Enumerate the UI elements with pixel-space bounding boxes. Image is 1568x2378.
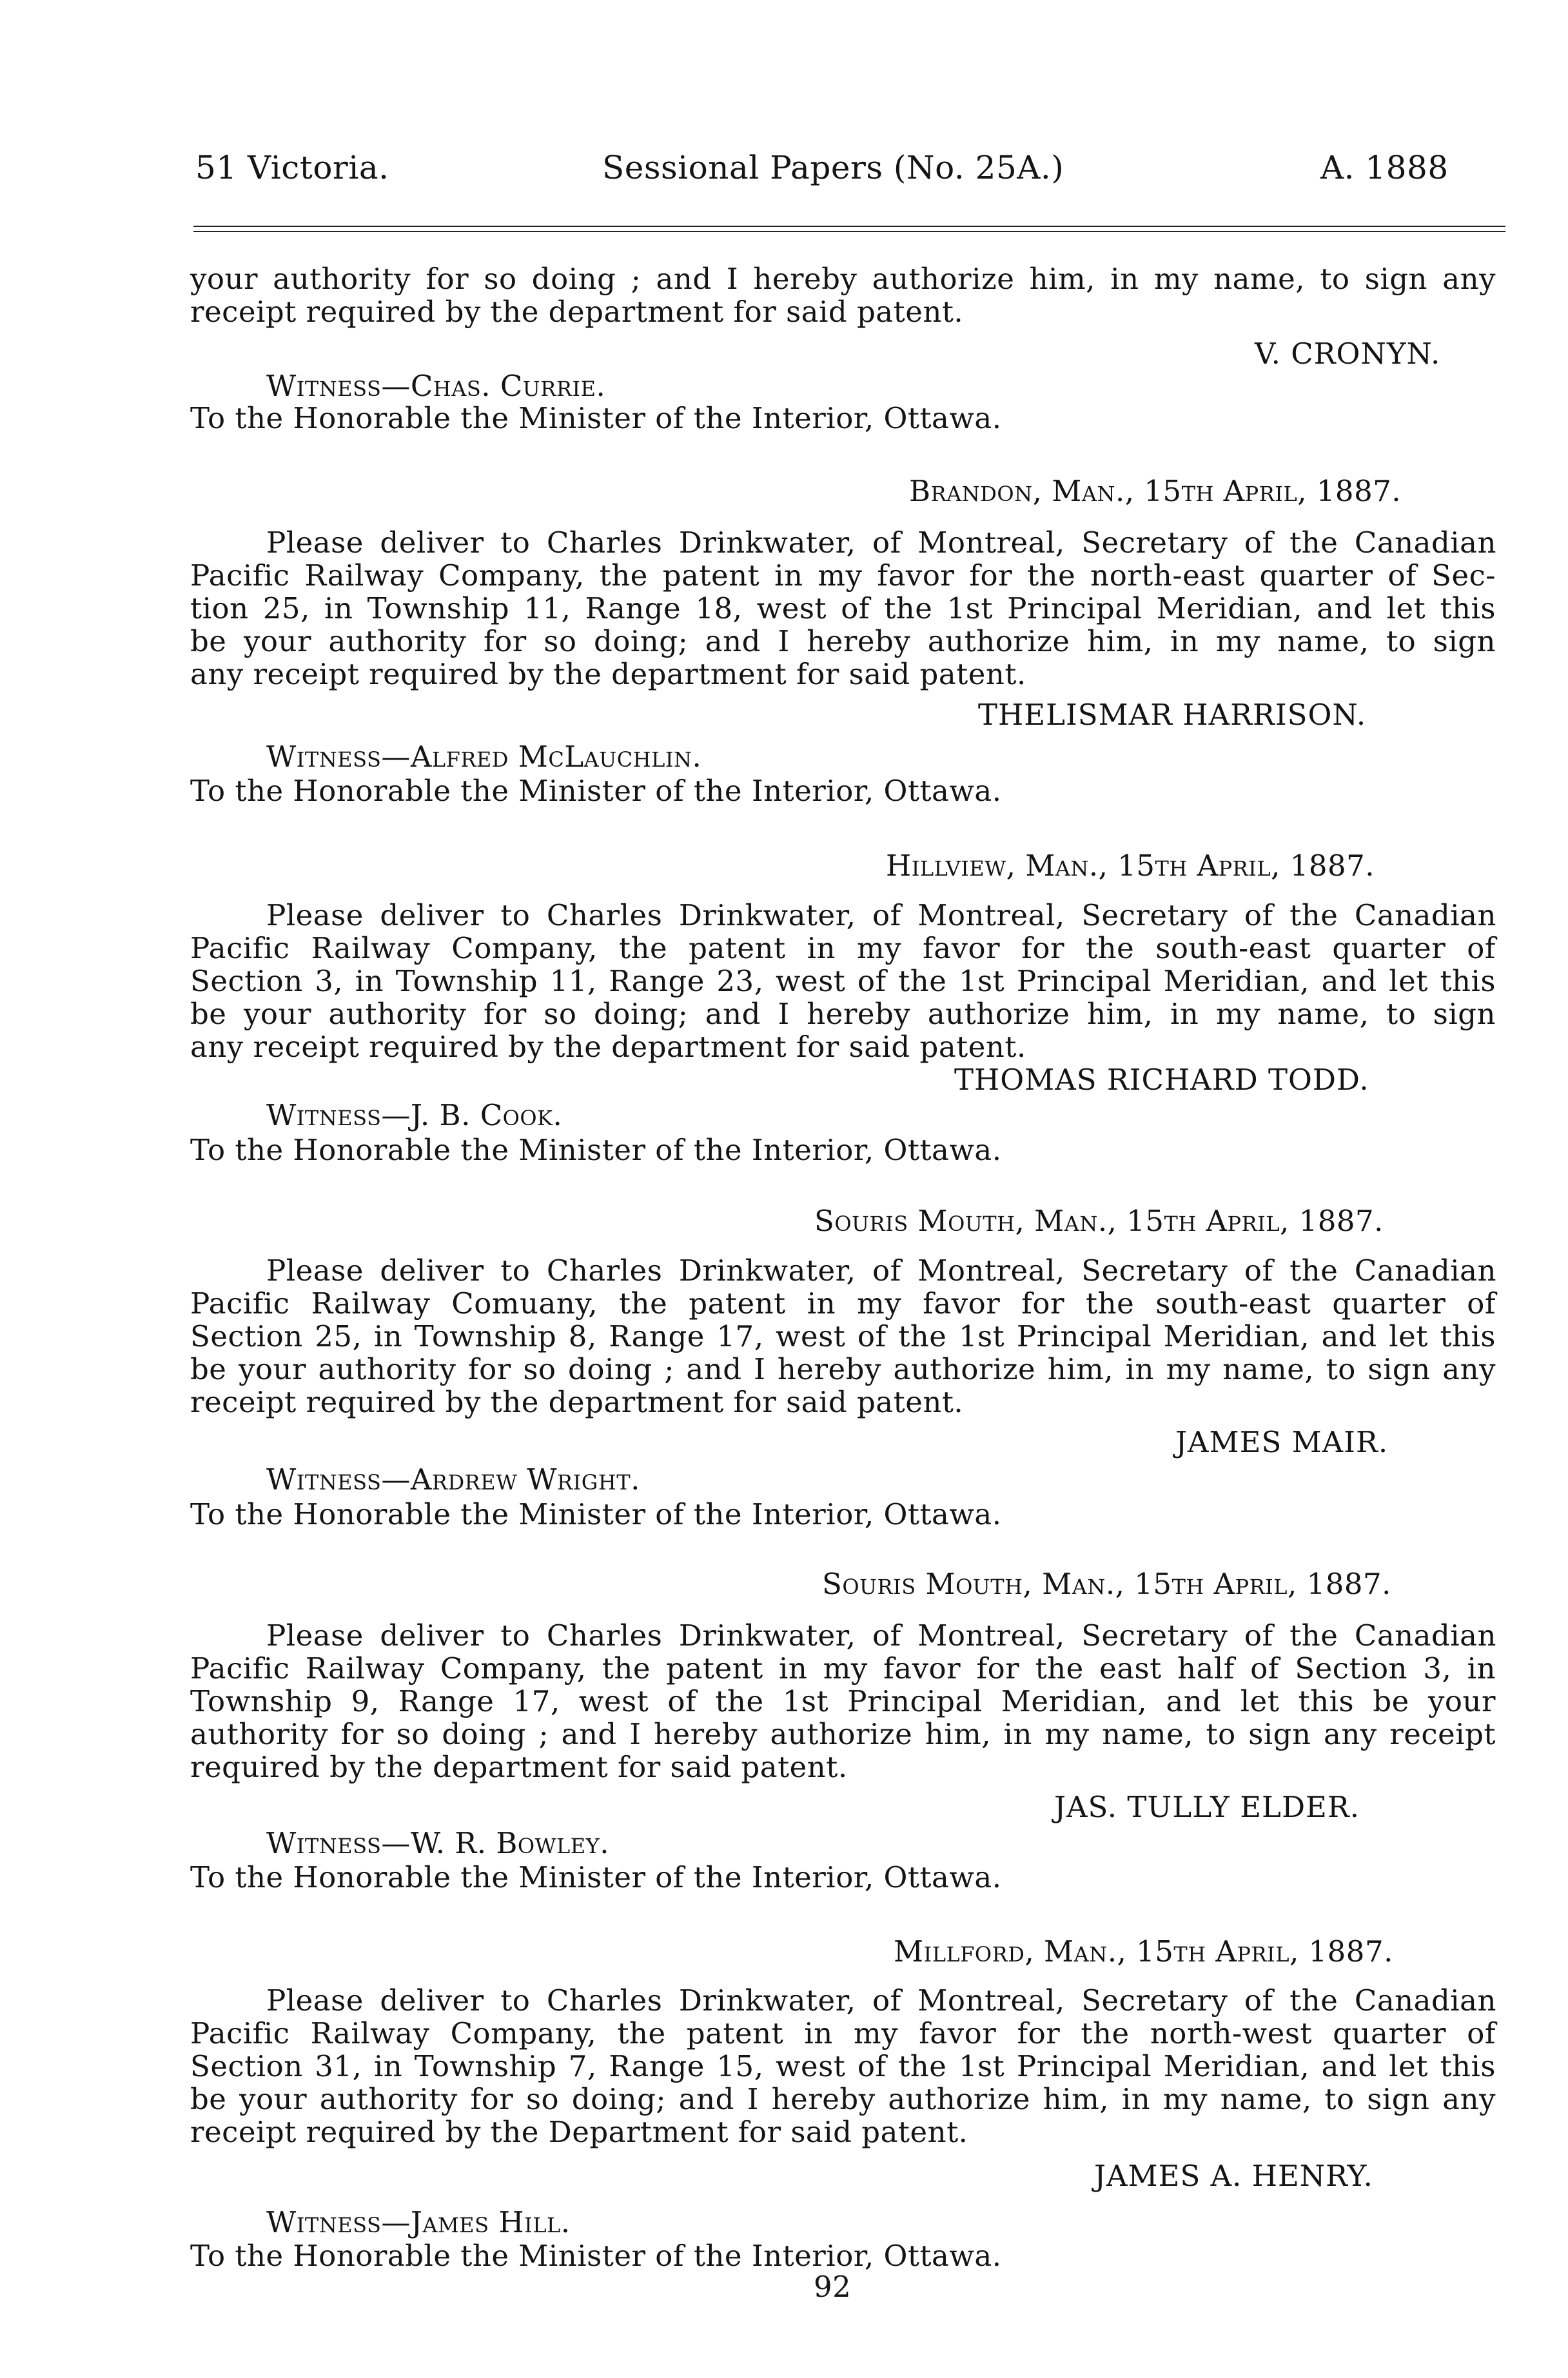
header-rule-bottom — [193, 231, 1505, 232]
body-line: Please deliver to Charles Drinkwater, of Montreal, Secretary of the Canadian — [266, 1983, 1496, 2018]
body-line: Please deliver to Charles Drinkwater, of Montreal, Secretary of the Canadian — [266, 1253, 1496, 1288]
signature: JAMES A. HENRY. — [1094, 2159, 1373, 2193]
letter-place-date: Millford, Man., 15th April, 1887. — [894, 1934, 1393, 1969]
witness-line: Witness—Chas. Currie. — [266, 369, 606, 403]
body-line: Pacific Railway Company, the patent in my favor for the south-east quarter of — [190, 931, 1496, 965]
body-line: Please deliver to Charles Drinkwater, of Montreal, Secretary of the Canadian — [266, 898, 1496, 932]
addressee-line: To the Honorable the Minister of the Interior, Ottawa. — [190, 1497, 1002, 1531]
body-line: your authority for so doing ; and I hereby authorize him, in my name, to sign any — [190, 262, 1496, 296]
witness-line: Witness—Ardrew Wright. — [266, 1462, 640, 1497]
addressee-line: To the Honorable the Minister of the Interior, Ottawa. — [190, 1133, 1002, 1167]
header-volume: 51 Victoria. — [195, 149, 389, 186]
addressee-line: To the Honorable the Minister of the Interior, Ottawa. — [190, 774, 1002, 808]
witness-line: Witness—Alfred McLauchlin. — [266, 740, 702, 774]
body-line: any receipt required by the department for said patent. — [190, 1030, 1026, 1064]
body-line: Section 31, in Township 7, Range 15, west of the 1st Principal Meridian, and let this — [190, 2049, 1496, 2083]
addressee-line: To the Honorable the Minister of the Interior, Ottawa. — [190, 1860, 1002, 1894]
body-line: receipt required by the Department for said patent. — [190, 2115, 968, 2149]
header-year: A. 1888 — [1320, 149, 1449, 186]
body-line: Please deliver to Charles Drinkwater, of Montreal, Secretary of the Canadian — [266, 1618, 1496, 1653]
header-rule-top — [193, 226, 1505, 227]
page-number: 92 — [814, 2270, 852, 2304]
body-line: Pacific Railway Comuany, the patent in my favor for the south-east quarter of — [190, 1286, 1496, 1321]
body-line: be your authority for so doing; and I hereby authorize him, in my name, to sign — [190, 624, 1496, 658]
body-line: any receipt required by the department for said patent. — [190, 657, 1026, 691]
body-line: Please deliver to Charles Drinkwater, of Montreal, Secretary of the Canadian — [266, 526, 1496, 560]
signature: JAMES MAIR. — [1175, 1425, 1389, 1459]
witness-line: Witness—W. R. Bowley. — [266, 1826, 610, 1860]
witness-line: Witness—J. B. Cook. — [266, 1098, 563, 1132]
body-line: Pacific Railway Company, the patent in my favor for the east half of Section 3, in — [190, 1651, 1496, 1685]
body-line: authority for so doing ; and I hereby authorize him, in my name, to sign any receipt — [190, 1717, 1496, 1751]
body-line: Pacific Railway Company, the patent in my favor for the north-west quarter of — [190, 2016, 1496, 2050]
header-title: Sessional Papers (No. 25A.) — [602, 149, 1064, 186]
body-line: tion 25, in Township 11, Range 18, west of the 1st Principal Meridian, and let this — [190, 591, 1496, 625]
addressee-line: To the Honorable the Minister of the Interior, Ottawa. — [190, 2239, 1002, 2273]
body-line: receipt required by the department for said patent. — [190, 1385, 964, 1419]
body-line: Section 3, in Township 11, Range 23, west of the 1st Principal Meridian, and let this — [190, 964, 1496, 998]
signature: JAS. TULLY ELDER. — [1054, 1790, 1360, 1824]
body-line: receipt required by the department for said patent. — [190, 295, 964, 329]
signature: THELISMAR HARRISON. — [978, 698, 1367, 732]
body-line: be your authority for so doing; and I hereby authorize him, in my name, to sign any — [190, 2082, 1496, 2116]
letter-place-date: Hillview, Man., 15th April, 1887. — [886, 849, 1375, 883]
body-line: be your authority for so doing ; and I hereby authorize him, in my name, to sign any — [190, 1352, 1496, 1386]
body-line: be your authority for so doing; and I hereby authorize him, in my name, to sign — [190, 997, 1496, 1031]
signature: THOMAS RICHARD TODD. — [954, 1063, 1369, 1097]
letter-place-date: Brandon, Man., 15th April, 1887. — [909, 474, 1402, 508]
signature: V. CRONYN. — [1255, 337, 1441, 371]
body-line: required by the department for said patent. — [190, 1750, 848, 1784]
body-line: Township 9, Range 17, west of the 1st Principal Meridian, and let this be your — [190, 1684, 1496, 1718]
addressee-line: To the Honorable the Minister of the Interior, Ottawa. — [190, 401, 1002, 435]
witness-line: Witness—James Hill. — [266, 2205, 571, 2239]
letter-place-date: Souris Mouth, Man., 15th April, 1887. — [822, 1567, 1391, 1601]
body-line: Section 25, in Township 8, Range 17, west of the 1st Principal Meridian, and let this — [190, 1319, 1496, 1353]
letter-place-date: Souris Mouth, Man., 15th April, 1887. — [814, 1204, 1384, 1238]
body-line: Pacific Railway Company, the patent in my favor for the north-east quarter of Sec- — [190, 558, 1496, 593]
